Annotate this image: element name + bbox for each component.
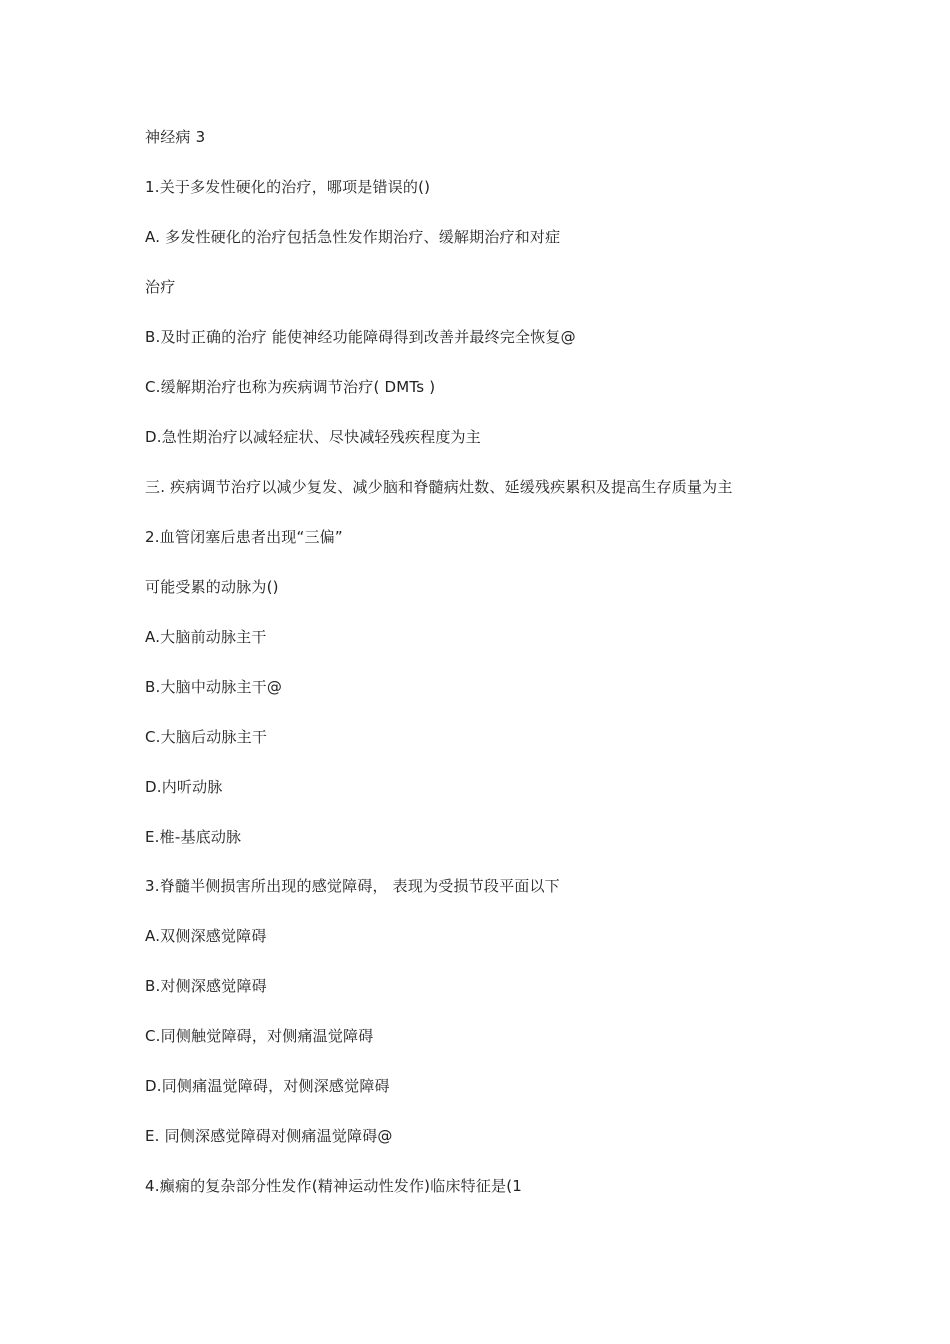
option-1b: B.及时正确的治疗 能使神经功能障碍得到改善并最终完全恢复@ — [145, 328, 576, 346]
question-1: 1.关于多发性硬化的治疗，哪项是错误的() — [145, 178, 431, 196]
question-4: 4.癫痫的复杂部分性发作(精神运动性发作)临床特征是(1 — [145, 1177, 523, 1195]
question-2: 2.血管闭塞后患者出现“三偏” — [145, 528, 343, 546]
option-3d: D.同侧痛温觉障碍，对侧深感觉障碍 — [145, 1077, 390, 1095]
option-1c: C.缓解期治疗也称为疾病调节治疗( DMTs ) — [145, 378, 436, 396]
option-2b: B.大脑中动脉主干@ — [145, 678, 283, 696]
option-2e: E.椎-基底动脉 — [145, 828, 242, 846]
option-2d: D.内听动脉 — [145, 778, 223, 796]
option-3e: E. 同侧深感觉障碍对侧痛温觉障碍@ — [145, 1127, 393, 1145]
option-2a: A.大脑前动脉主干 — [145, 628, 267, 646]
question-3: 3.脊髓半侧损害所出现的感觉障碍， 表现为受损节段平面以下 — [145, 877, 560, 895]
option-3c: C.同侧触觉障碍，对侧痛温觉障碍 — [145, 1027, 374, 1045]
option-3b: B.对侧深感觉障碍 — [145, 977, 267, 995]
question-2-continued: 可能受累的动脉为() — [145, 578, 279, 596]
option-2c: C.大脑后动脉主干 — [145, 728, 268, 746]
option-1e: 三. 疾病调节治疗以减少复发、减少脑和脊髓病灶数、延缓残疾累积及提高生存质量为主 — [145, 478, 733, 496]
option-3a: A.双侧深感觉障碍 — [145, 927, 267, 945]
option-1d: D.急性期治疗以减轻症状、尽快减轻残疾程度为主 — [145, 428, 481, 446]
document-title: 神经病 3 — [145, 128, 206, 146]
option-1a-continued: 治疗 — [145, 278, 176, 296]
option-1a: A. 多发性硬化的治疗包括急性发作期治疗、缓解期治疗和对症 — [145, 228, 561, 246]
